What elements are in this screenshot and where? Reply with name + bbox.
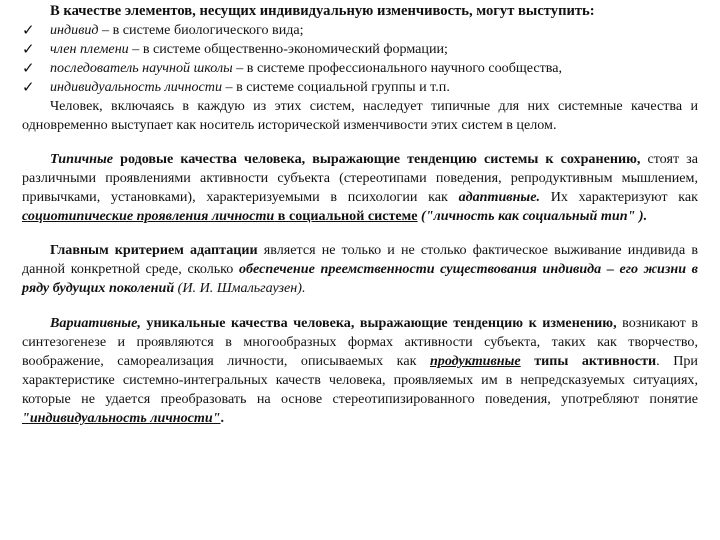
citation-author: (И. И. Шмальгаузен). <box>174 280 306 296</box>
typical-term: Типичные <box>50 151 114 167</box>
checkmark-icon: ✓ <box>22 78 35 96</box>
list-item-term: последователь научной школы <box>50 60 233 76</box>
adaptation-criterion-term: Главным критерием адаптации <box>50 242 258 258</box>
productive-term: продуктивные <box>429 353 521 369</box>
list-item-text: – в системе социальной группы и т.п. <box>222 79 450 95</box>
section-heading: В качестве элементов, несущих индивидуальную изменчивость, могут выступить: <box>50 3 595 19</box>
variative-term: Вариативные, <box>50 315 141 331</box>
sociotypical-term: социотипические проявления личности <box>22 208 275 224</box>
activity-types-term: типы активности <box>520 353 657 369</box>
checkmark-icon: ✓ <box>22 59 35 77</box>
element-list <box>22 21 698 97</box>
variative-body: возникают в синтезогенезе и проявляются в многообразных формах активности субъекта, таких как творчество, воображение, самореализация личности, описываемых как <box>22 315 698 369</box>
checkmark-icon: ✓ <box>22 21 35 39</box>
integral-body: . При характеристике системно-интегральных качеств человека, проявляемых им в непредсказуемых ситуациях, которые не удается преобразовать на основе стереотипизированного поведения, употребляют понятие <box>22 353 698 407</box>
continuity-phrase: обеспечение преемственности существования индивида – его жизни в ряду будущих поколений <box>22 261 698 296</box>
social-system-term: социальной системе <box>288 208 418 224</box>
final-period: . <box>220 410 225 426</box>
preposition-v: в <box>274 208 289 224</box>
social-type-quote: ("личность как социальный тип" ). <box>417 208 648 224</box>
adaptive-term: адаптивные. <box>458 189 540 205</box>
list-item <box>22 78 698 97</box>
list-item-term: индивидуальность личности <box>50 79 223 95</box>
list-item-text: – в системе профессионального научного сообщества, <box>232 60 563 76</box>
paragraph-adaptation-criterion <box>22 241 698 298</box>
paragraph-typical-qualities <box>22 150 698 226</box>
typical-lead: родовые качества человека, выражающие тенденцию системы к сохранению, <box>113 151 641 167</box>
typical-body: стоят за различными проявлениями активности субъекта (стереотипами поведения, репродуктивным мышлением, привычками, установками), характеризуемыми в психологии как <box>22 151 698 205</box>
list-item-term: член племени <box>50 41 129 57</box>
list-item-term: индивид <box>50 22 99 38</box>
list-item-text: – в системе биологического вида; <box>98 22 304 38</box>
list-item <box>22 40 698 59</box>
checkmark-icon: ✓ <box>22 40 35 58</box>
adaptation-body: является не только и не столько фактическое выживание индивида в данной конкретной среде, сколько <box>22 242 698 277</box>
list-item <box>22 21 698 40</box>
paragraph-variative-qualities <box>22 314 698 428</box>
variative-lead: уникальные качества человека, выражающие тенденцию к изменению, <box>140 315 617 331</box>
list-item-text: – в системе общественно-экономический формации; <box>128 41 448 57</box>
list-item <box>22 59 698 78</box>
individuality-term: "индивидуальность личности" <box>22 410 221 426</box>
paragraph-inheritance: Человек, включаясь в каждую из этих систем, наследует типичные для них системные качества и одновременно выступает как носитель исторической изменчивости этих систем в целом. <box>22 98 698 133</box>
typical-characterize: Их характеризуют как <box>539 189 698 205</box>
